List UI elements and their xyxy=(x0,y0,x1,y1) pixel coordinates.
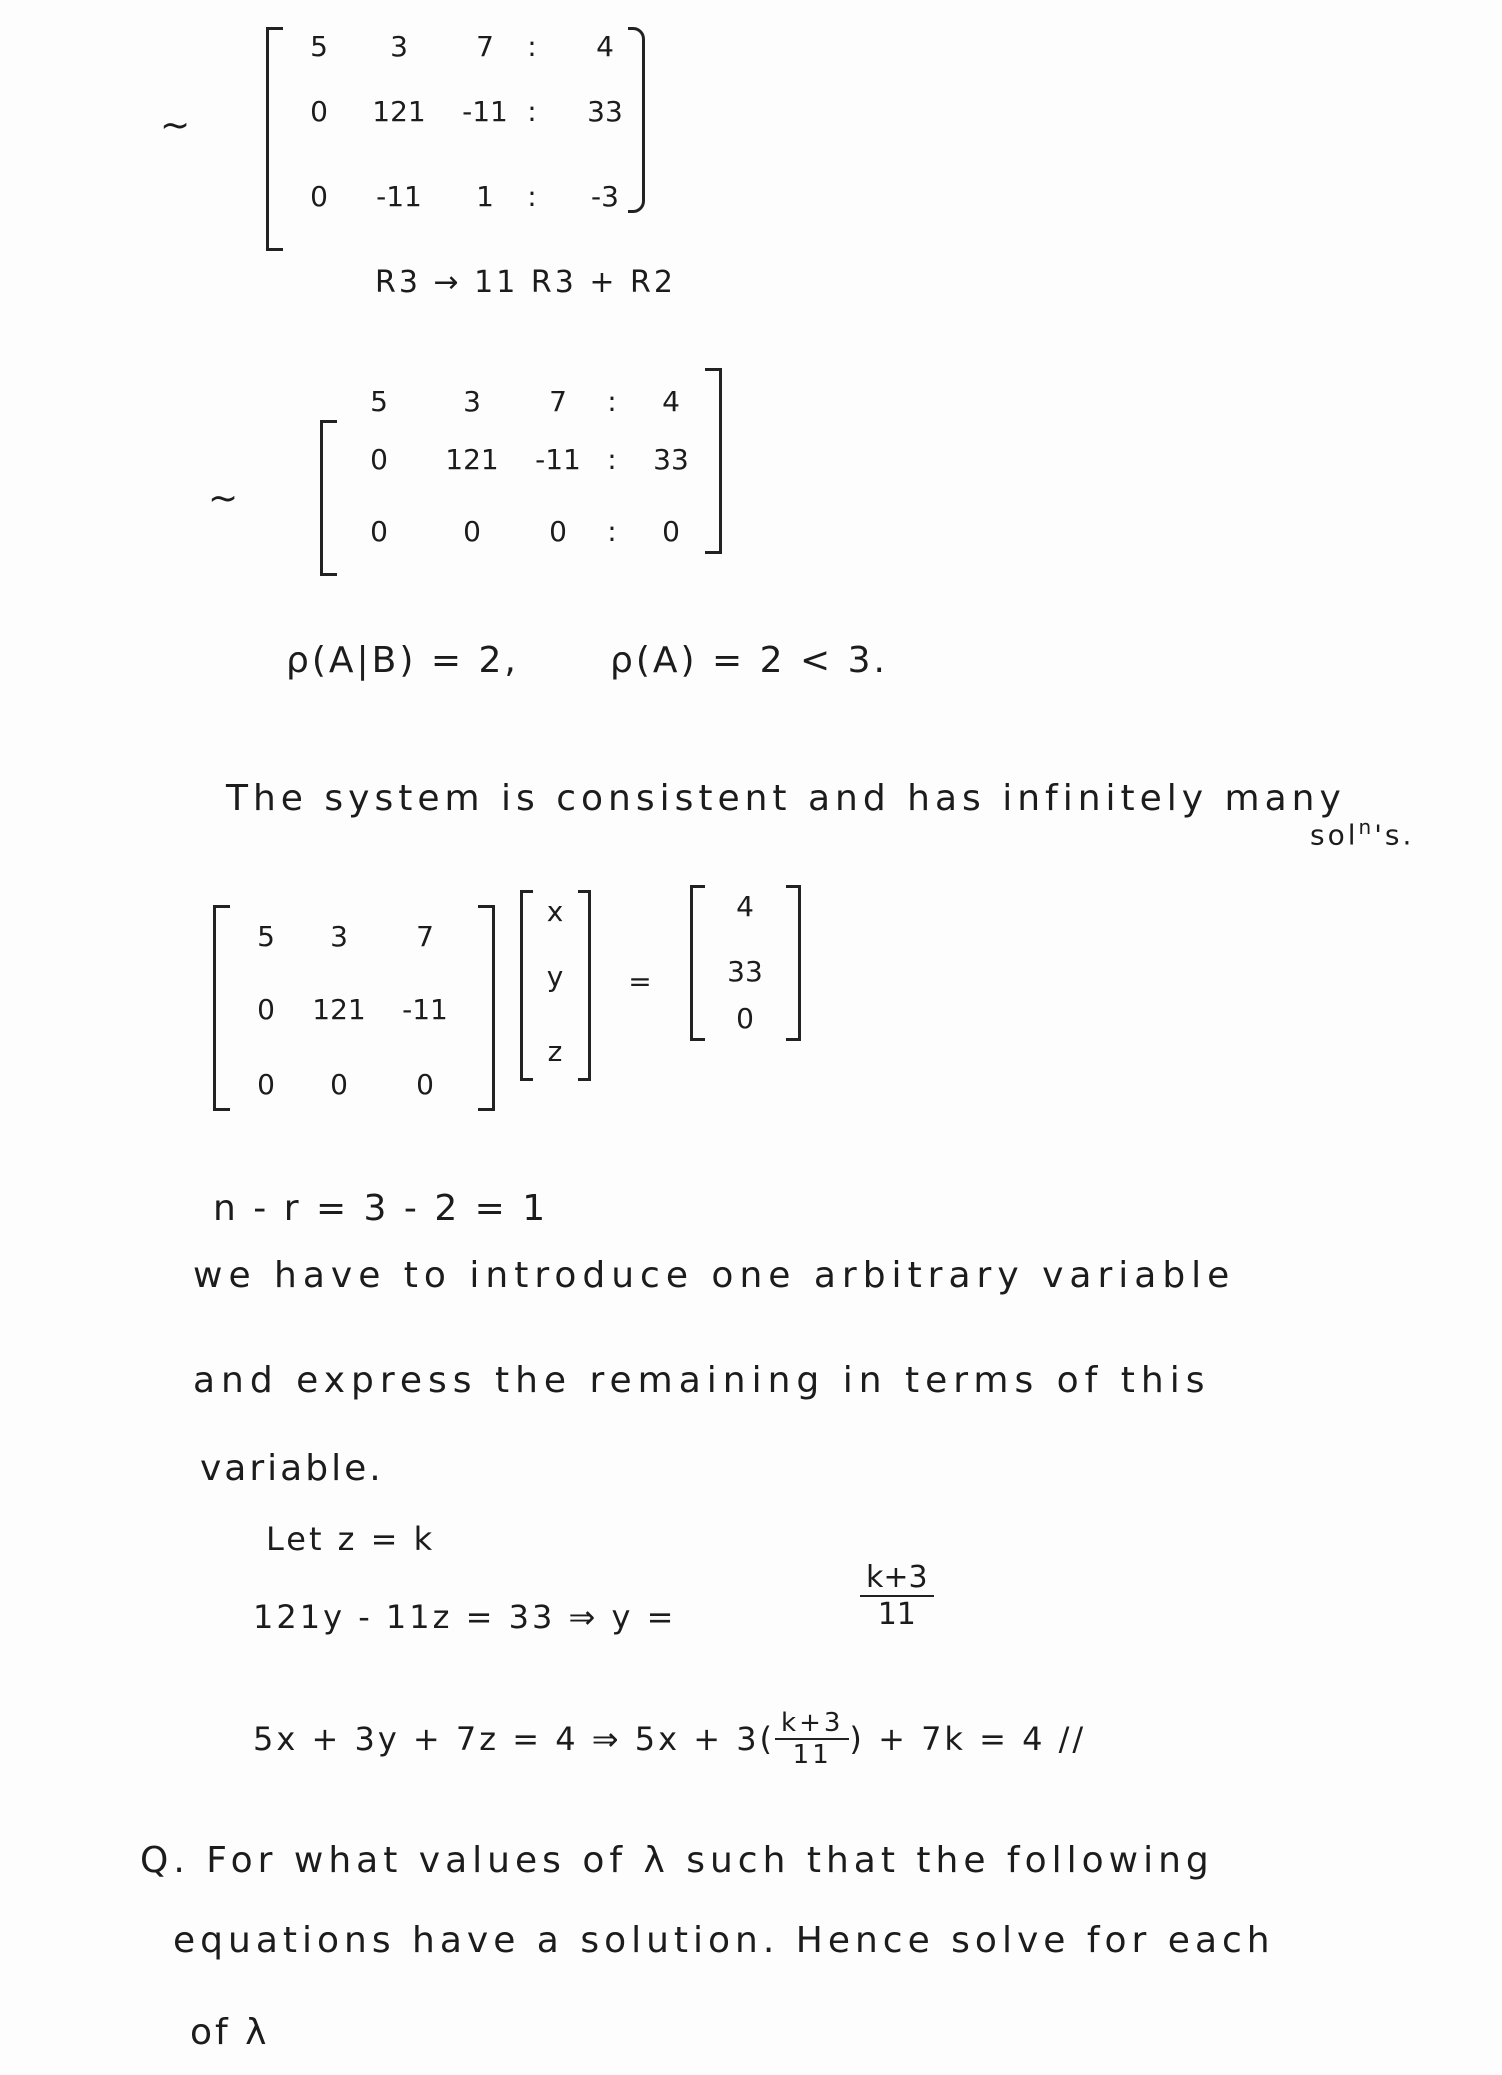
matrix2-cell: 121 xyxy=(445,443,499,476)
matrix2-cell: : xyxy=(607,515,617,548)
y-fraction xyxy=(860,1560,934,1632)
matrix1-cell: 5 xyxy=(310,30,328,63)
variable-cell: y xyxy=(546,960,564,993)
let-statement: Let z = k xyxy=(266,1520,436,1558)
explanation-line-2: and express the remaining in terms of this xyxy=(193,1360,1211,1401)
matrix1-cell: 1 xyxy=(476,180,494,213)
consistency-statement: The system is consistent and has infinitely many xyxy=(226,778,1346,819)
matrix1-cell: 7 xyxy=(476,30,494,63)
consistency-continuation xyxy=(1310,815,1414,851)
matrix1-cell: 3 xyxy=(390,30,408,63)
matrix2-cell: 5 xyxy=(370,385,388,418)
matrix1-cell: 33 xyxy=(587,95,623,128)
equation-2-rhs: ) + 7k = 4 // xyxy=(849,1720,1087,1758)
matrix2-cell: 3 xyxy=(463,385,481,418)
coefficient-cell: -11 xyxy=(402,993,448,1026)
rhs-cell: 33 xyxy=(727,955,763,988)
matrix1-cell: : xyxy=(527,180,537,213)
matrix1-cell: -11 xyxy=(462,95,508,128)
rhs-cell: 4 xyxy=(736,890,754,923)
sol-sup: n xyxy=(1358,815,1375,839)
question-line-1: Q. For what values of λ such that the following xyxy=(140,1840,1214,1881)
matrix1-cell: 4 xyxy=(596,30,614,63)
coefficient-cell: 7 xyxy=(416,920,434,953)
coefficient-cell: 0 xyxy=(257,1068,275,1101)
fraction-numerator: k+3 xyxy=(775,1708,849,1740)
rhs-right-bracket xyxy=(786,885,801,1041)
variable-cell: x xyxy=(546,895,564,928)
matrix2-left-bracket xyxy=(320,420,337,576)
sol-text: sol xyxy=(1310,818,1359,852)
explanation-line-3: variable. xyxy=(200,1448,384,1489)
rank-augmented: ρ(A|B) = 2, xyxy=(286,640,519,681)
tilde-symbol: ~ xyxy=(208,478,242,519)
coefficient-cell: 0 xyxy=(257,993,275,1026)
inner-fraction xyxy=(775,1708,849,1770)
matrix2-cell: 0 xyxy=(549,515,567,548)
fraction-denominator: 11 xyxy=(792,1740,832,1770)
equation-2 xyxy=(253,1708,1086,1770)
matrix1-cell: 0 xyxy=(310,180,328,213)
matrix1-cell: -3 xyxy=(591,180,619,213)
equals-sign: = xyxy=(628,965,652,998)
rhs-left-bracket xyxy=(690,885,705,1041)
tilde-symbol: ~ xyxy=(160,105,194,146)
matrix2-cell: 0 xyxy=(370,443,388,476)
sol-end: 's. xyxy=(1374,818,1415,852)
matrix1-cell: : xyxy=(527,95,537,128)
coefficient-cell: 0 xyxy=(330,1068,348,1101)
n-minus-r: n - r = 3 - 2 = 1 xyxy=(213,1188,549,1229)
rank-coefficient: ρ(A) = 2 < 3. xyxy=(610,640,888,681)
row-operation: R3 → 11 R3 + R2 xyxy=(375,265,676,300)
fraction-denominator: 11 xyxy=(877,1597,916,1632)
equation-1-lhs: 121y - 11z = 33 ⇒ y = xyxy=(253,1598,677,1636)
variable-cell: z xyxy=(547,1035,563,1068)
explanation-line-1: we have to introduce one arbitrary variable xyxy=(193,1255,1236,1296)
question-line-3: of λ xyxy=(190,2012,270,2053)
coefficient-cell: 5 xyxy=(257,920,275,953)
coefficient-cell: 0 xyxy=(416,1068,434,1101)
equation-1 xyxy=(253,1598,676,1636)
matrix1-cell: 0 xyxy=(310,95,328,128)
coefficient-cell: 121 xyxy=(312,993,366,1026)
matrix2-cell: -11 xyxy=(535,443,581,476)
equation-2-lhs: 5x + 3y + 7z = 4 ⇒ 5x + 3( xyxy=(253,1720,776,1758)
matrix1-cell: -11 xyxy=(376,180,422,213)
matrix2-cell: 4 xyxy=(662,385,680,418)
matrix2-cell: 0 xyxy=(463,515,481,548)
matrix2-cell: 7 xyxy=(549,385,567,418)
matrix2-cell: : xyxy=(607,385,617,418)
fraction-numerator: k+3 xyxy=(860,1560,934,1597)
matrix2-cell: 0 xyxy=(370,515,388,548)
rhs-cell: 0 xyxy=(736,1002,754,1035)
matrix2-cell: : xyxy=(607,443,617,476)
coef-right-bracket xyxy=(478,905,495,1111)
matrix2-cell: 0 xyxy=(662,515,680,548)
question-line-2: equations have a solution. Hence solve for each xyxy=(173,1920,1275,1961)
matrix1-cell: : xyxy=(527,30,537,63)
matrix1-cell: 121 xyxy=(372,95,426,128)
matrix2-cell: 33 xyxy=(653,443,689,476)
coefficient-cell: 3 xyxy=(330,920,348,953)
